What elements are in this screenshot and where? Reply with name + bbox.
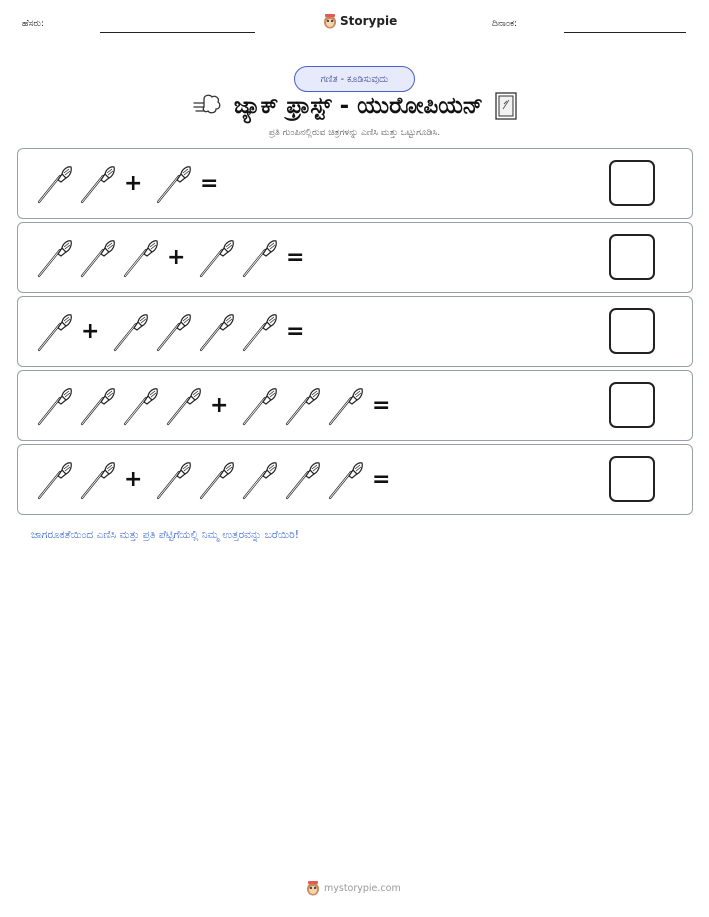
frosted-window-icon <box>495 92 517 120</box>
paintbrush-icon <box>198 312 236 352</box>
brand-name: Storypie <box>340 14 398 28</box>
wind-icon <box>192 93 222 119</box>
site-url: mystorypie.com <box>324 882 401 894</box>
problem-row <box>17 296 693 367</box>
paintbrush-icon <box>241 238 279 278</box>
answer-box[interactable] <box>609 308 655 354</box>
paintbrush-icon <box>36 312 74 352</box>
problem-row <box>17 444 693 515</box>
answer-box[interactable] <box>609 382 655 428</box>
date-label: ದಿನಾಂಕ: <box>492 19 518 29</box>
paintbrush-icon <box>327 460 365 500</box>
paintbrush-icon <box>165 386 203 426</box>
paintbrush-icon <box>79 164 117 204</box>
paintbrush-icon <box>79 460 117 500</box>
paintbrush-icon <box>36 460 74 500</box>
answer-box[interactable] <box>609 456 655 502</box>
paintbrush-icon <box>241 386 279 426</box>
equals-sign: = <box>286 318 305 344</box>
equals-sign: = <box>372 392 391 418</box>
answer-box[interactable] <box>609 234 655 280</box>
paintbrush-icon <box>122 386 160 426</box>
paintbrush-icon <box>36 238 74 278</box>
problem-row <box>17 148 693 219</box>
answer-box[interactable] <box>609 160 655 206</box>
paintbrush-icon <box>155 460 193 500</box>
paintbrush-icon <box>241 460 279 500</box>
paintbrush-icon <box>198 238 236 278</box>
date-field[interactable] <box>564 32 686 33</box>
mascot-icon <box>306 880 320 896</box>
title-row <box>0 88 709 124</box>
paintbrush-icon <box>36 164 74 204</box>
problem-row <box>17 222 693 293</box>
category-badge: ಗಣಿತ - ಕೂಡಿಸುವುದು <box>294 66 415 92</box>
mascot-icon <box>323 13 337 29</box>
paintbrush-icon <box>241 312 279 352</box>
paintbrush-icon <box>198 460 236 500</box>
plus-sign: + <box>124 466 143 492</box>
equals-sign: = <box>200 170 219 196</box>
footer-note: ಜಾಗರೂಕತೆಯಿಂದ ಎಣಿಸಿ ಮತ್ತು ಪ್ರತಿ ಪೆಟ್ಟಿಗೆಯಲ್ಲಿ ನಿಮ್ಮ ಉತ್ತರವನ್ನು ಬರೆಯಿರಿ! <box>31 529 299 541</box>
plus-sign: + <box>167 244 186 270</box>
paintbrush-icon <box>79 238 117 278</box>
paintbrush-icon <box>155 312 193 352</box>
plus-sign: + <box>124 170 143 196</box>
paintbrush-icon <box>155 164 193 204</box>
brand-logo <box>323 13 397 29</box>
paintbrush-icon <box>112 312 150 352</box>
instructions: ಪ್ರತಿ ಗುಂಪಿನಲ್ಲಿರುವ ಚಿತ್ರಗಳನ್ನು ಎಣಿಸಿ ಮತ್ತು ಒಟ್ಟುಗೂಡಿಸಿ. <box>268 128 441 138</box>
paintbrush-icon <box>284 386 322 426</box>
equals-sign: = <box>286 244 305 270</box>
name-label: ಹೆಸರು: <box>22 19 45 29</box>
paintbrush-icon <box>122 238 160 278</box>
name-field[interactable] <box>100 32 255 33</box>
plus-sign: + <box>210 392 229 418</box>
paintbrush-icon <box>284 460 322 500</box>
paintbrush-icon <box>36 386 74 426</box>
equals-sign: = <box>372 466 391 492</box>
site-footer <box>306 880 401 896</box>
page-title: ಜ್ಯಾಕ್ ಫ್ರಾಸ್ಟ್ - ಯುರೋಪಿಯನ್ <box>233 93 484 119</box>
paintbrush-icon <box>327 386 365 426</box>
paintbrush-icon <box>79 386 117 426</box>
plus-sign: + <box>81 318 100 344</box>
problem-row <box>17 370 693 441</box>
